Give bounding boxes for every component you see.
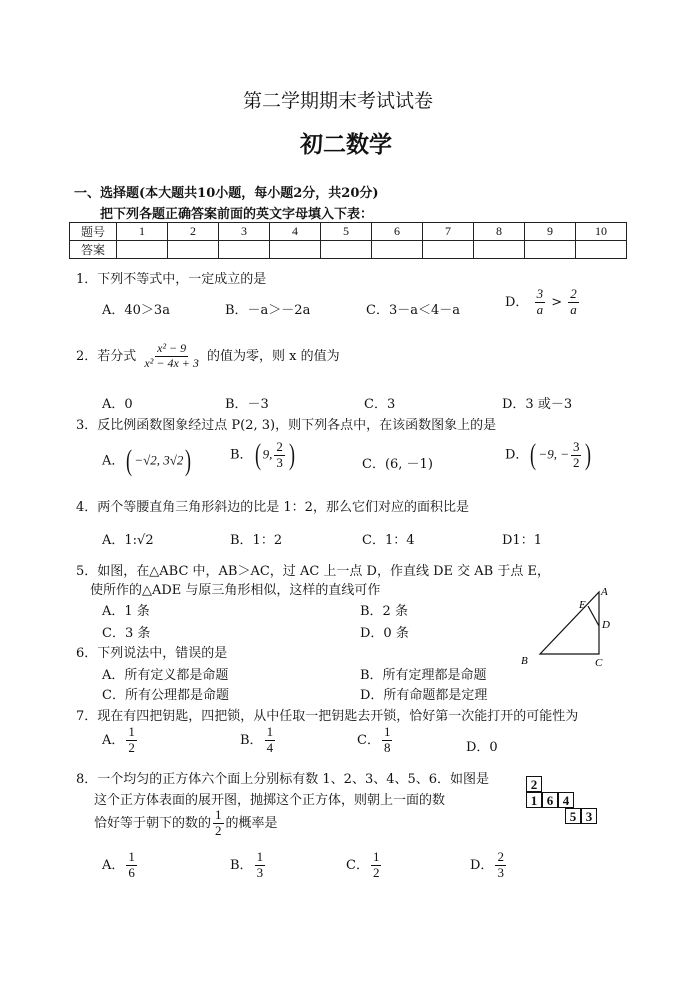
answer-cell[interactable] xyxy=(372,241,423,259)
q7-option-a xyxy=(102,725,139,756)
q5-line1: 5．如图，在△ABC 中，AB＞AC，过 AC 上一点 D，作直线 DE 交 AB 于点 E， xyxy=(76,564,550,579)
answer-cell[interactable] xyxy=(168,241,219,259)
table-cell-number: 8 xyxy=(474,223,525,241)
q2-suffix: 的值为零，则 x 的值为 xyxy=(207,348,340,364)
q4-option-c: C．1：4 xyxy=(362,533,415,548)
label-d: D xyxy=(602,619,610,631)
q8-c-prefix: C． xyxy=(346,857,369,873)
q7-option-c xyxy=(357,725,394,756)
q5-option-b: B．2 条 xyxy=(360,604,408,619)
q7-a-prefix: A． xyxy=(102,732,125,748)
answer-cell[interactable] xyxy=(219,241,270,259)
q7-option-d: D．0 xyxy=(466,740,498,755)
q2-stem xyxy=(76,342,340,371)
q7-b-fraction: $\frac{1}{4}$ xyxy=(266,724,274,755)
q6-option-d: D．所有命题都是定理 xyxy=(360,688,488,703)
q8-option-a xyxy=(102,850,139,881)
net-face: 3 xyxy=(581,808,597,824)
q7-c-prefix: C． xyxy=(357,732,380,748)
q1-option-a: A．40＞3a xyxy=(102,303,170,318)
q1-d-fraction-1: $\frac{3}{a}$ xyxy=(536,286,544,317)
q8-option-c xyxy=(346,850,383,881)
q7-a-fraction: $\frac{1}{2}$ xyxy=(128,724,135,755)
q7-c-fraction: $\frac{1}{8}$ xyxy=(383,724,391,755)
q8-b-prefix: B． xyxy=(230,857,253,873)
q3-a-prefix: A． xyxy=(102,453,125,469)
answer-cell[interactable] xyxy=(576,241,627,259)
q8-d-fraction: $\frac{2}{3}$ xyxy=(497,849,504,880)
triangle-figure xyxy=(515,582,625,672)
q7-stem: 7．现在有四把钥匙，四把锁，从中任取一把钥匙去开锁，恰好第一次能打开的可能性为 xyxy=(76,709,579,724)
q4-option-b: B．1：2 xyxy=(230,533,283,548)
q3-b-fraction: $\frac{2}{3}$ xyxy=(276,438,283,470)
q8-c-fraction: $\frac{1}{2}$ xyxy=(372,849,380,880)
q3-a-value: −√2, 3√2 xyxy=(134,452,184,468)
table-cell-number: 9 xyxy=(525,223,576,241)
label-e: E xyxy=(579,599,586,611)
table-cell-number: 4 xyxy=(270,223,321,241)
q1-option-c: C．3－a＜4－a xyxy=(366,303,460,318)
q8-line1: 8．一个均匀的正方体六个面上分别标有数 1、2、3、4、5、6．如图是 xyxy=(76,772,490,787)
q2-option-c: C．3 xyxy=(364,397,396,412)
q6-option-a: A．所有定义都是命题 xyxy=(102,668,229,683)
q4-stem: 4．两个等腰直角三角形斜边的比是 1：2，那么它们对应的面积比是 xyxy=(76,500,469,515)
table-cell-number: 2 xyxy=(168,223,219,241)
answer-cell[interactable] xyxy=(117,241,168,259)
q3-option-d: D．( −9, − $\frac{3}{2}$ ) xyxy=(505,438,592,471)
q3-stem: 3．反比例函数图象经过点 P(2, 3)，则下列各点中，在该函数图象上的是 xyxy=(76,418,497,433)
triangle-abc xyxy=(540,592,599,654)
section-heading: 一、选择题(本大题共10小题，每小题2分，共20分) xyxy=(74,186,379,201)
table-header-label: 题号 xyxy=(70,223,117,241)
q3-d-fraction: $\frac{3}{2}$ xyxy=(572,438,580,470)
table-cell-number: 3 xyxy=(219,223,270,241)
table-cell-number: 6 xyxy=(372,223,423,241)
q7-b-prefix: B． xyxy=(240,732,263,748)
q5-option-c: C．3 条 xyxy=(102,626,151,641)
label-a: A xyxy=(601,586,608,598)
q6-option-c: C．所有公理都是命题 xyxy=(102,688,229,703)
table-cell-number: 10 xyxy=(576,223,627,241)
q6-option-b: B．所有定理都是命题 xyxy=(360,668,487,683)
q8-line3-fraction: $\frac{1}{2}$ xyxy=(215,807,222,838)
q3-option-a: A．( −√2, 3√2) xyxy=(102,444,192,477)
q2-option-d: D．3 或－3 xyxy=(502,397,573,412)
q8-line2: 这个正方体表面的展开图，抛掷这个正方体，则朝上一面的数 xyxy=(94,793,446,808)
q8-line3-prefix: 恰好等于朝下的数的 xyxy=(94,815,212,831)
q3-d-x: −9, − xyxy=(538,446,569,462)
q3-d-prefix: D． xyxy=(505,447,529,463)
q3-option-b: B．( 9, $\frac{2}{3}$ ) xyxy=(230,438,295,471)
net-face: 1 xyxy=(526,792,542,808)
q8-option-b xyxy=(230,850,267,881)
net-face: 5 xyxy=(565,808,581,824)
answer-cell[interactable] xyxy=(321,241,372,259)
table-row-answers xyxy=(70,241,627,259)
net-face: 4 xyxy=(558,792,574,808)
segment-de xyxy=(588,606,599,626)
answer-cell[interactable] xyxy=(270,241,321,259)
q1-d-operator: > xyxy=(551,294,563,310)
answer-cell[interactable] xyxy=(525,241,576,259)
q8-option-d xyxy=(470,850,508,881)
q1-option-d xyxy=(505,287,581,318)
label-c: C xyxy=(595,657,603,669)
q8-b-fraction: $\frac{1}{3}$ xyxy=(256,849,264,880)
net-face: 6 xyxy=(542,792,558,808)
q8-line3-suffix: 的概率是 xyxy=(225,815,278,831)
q5-option-a: A．1 条 xyxy=(102,604,150,619)
q1-d-fraction-2: $\frac{2}{a}$ xyxy=(570,286,577,317)
q6-stem: 6．下列说法中，错误的是 xyxy=(76,646,228,661)
q8-a-fraction: $\frac{1}{6}$ xyxy=(128,849,135,880)
section-instruction: 把下列各题正确答案前面的英文字母填入下表： xyxy=(100,207,374,222)
table-cell-number: 7 xyxy=(423,223,474,241)
q2-fraction: $\frac{\text{x² − 9}}{\text{x² − 4x + 3}}$ xyxy=(144,341,199,370)
net-face-top: 2 xyxy=(526,776,542,792)
q5-line2: 使所作的△ADE 与原三角形相似，这样的直线可作 xyxy=(90,583,381,598)
q3-b-prefix: B． xyxy=(230,447,253,463)
q4-option-a: A．1:√2 xyxy=(102,533,154,548)
label-b: B xyxy=(521,655,528,667)
q2-prefix: 2．若分式 xyxy=(76,348,137,364)
q3-option-c: C．(6, －1) xyxy=(362,457,433,472)
table-row-numbers xyxy=(70,223,627,241)
q2-option-b: B．－3 xyxy=(225,397,269,412)
q5-option-d: D．0 条 xyxy=(360,626,409,641)
answer-table xyxy=(69,222,627,259)
q8-line3 xyxy=(94,808,278,839)
q7-option-b xyxy=(240,725,277,756)
exam-title: 第二学期期末考试试卷 xyxy=(243,90,434,112)
q4-option-d: D1：1 xyxy=(502,533,542,548)
q3-b-x: 9, xyxy=(262,446,273,462)
q8-d-prefix: D． xyxy=(470,857,494,873)
q1-d-prefix: D． xyxy=(505,294,529,310)
q1-stem: 1．下列不等式中，一定成立的是 xyxy=(76,272,267,287)
q8-a-prefix: A． xyxy=(102,857,125,873)
q1-option-b: B．－a＞－2a xyxy=(225,303,311,318)
table-cell-number: 5 xyxy=(321,223,372,241)
subject-title: 初二数学 xyxy=(300,131,392,158)
table-cell-number: 1 xyxy=(117,223,168,241)
answer-cell[interactable] xyxy=(423,241,474,259)
q2-option-a: A．0 xyxy=(102,397,133,412)
table-answer-label: 答案 xyxy=(70,241,117,259)
answer-cell[interactable] xyxy=(474,241,525,259)
